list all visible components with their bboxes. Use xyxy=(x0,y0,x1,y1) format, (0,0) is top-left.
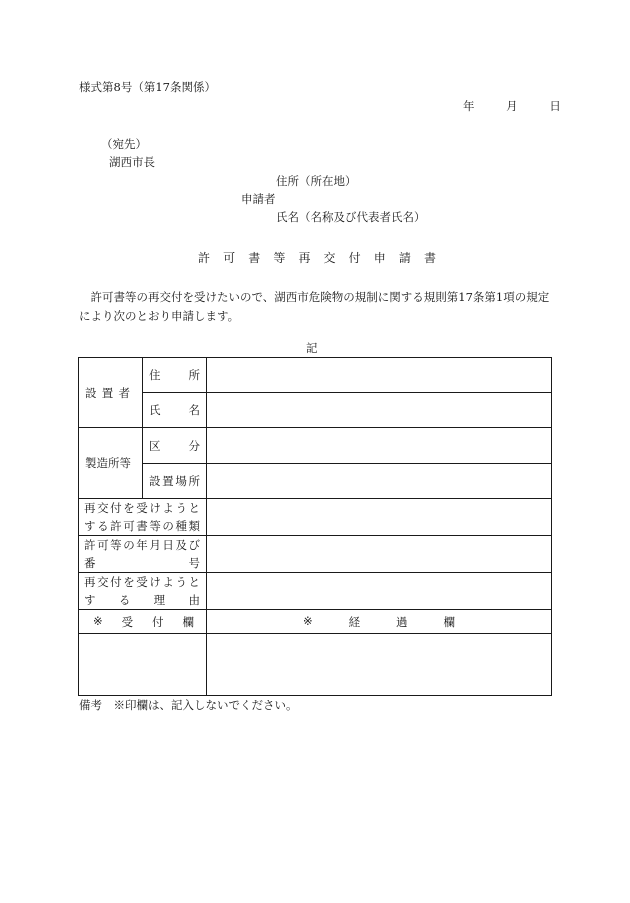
facility-category-label: 区 分 xyxy=(149,438,200,453)
installer-label: 設 置 者 xyxy=(85,385,130,400)
facility-location-label-cell xyxy=(143,464,207,499)
installer-address-label-cell xyxy=(143,358,207,393)
applicant-label: 申請者 xyxy=(241,192,276,206)
reason-input[interactable] xyxy=(207,573,552,610)
ki-heading: 記 xyxy=(306,341,318,355)
reception-header-cell xyxy=(79,610,207,634)
installer-address-input[interactable] xyxy=(207,358,552,393)
application-table xyxy=(78,357,552,696)
title-char: 交 xyxy=(323,251,336,265)
remarks-note: 備考 ※印欄は、記入しないでください。 xyxy=(79,698,298,712)
body-paragraph: 許可書等の再交付を受けたいので、湖西市危険物の規制に関する規則第17条第1項の規定により次のとおり申請します。 xyxy=(79,290,550,323)
facility-label-cell xyxy=(79,428,143,499)
facility-category-input[interactable] xyxy=(207,428,552,464)
facility-location-label: 設 置 場 所 xyxy=(149,474,200,488)
installer-name-input[interactable] xyxy=(207,393,552,428)
title-char: 請 xyxy=(398,251,411,265)
installer-name-label-cell xyxy=(143,393,207,428)
title-char: 再 xyxy=(298,251,311,265)
progress-header: ※ 経 過 欄 xyxy=(303,613,455,629)
reception-area xyxy=(79,634,207,696)
facility-label: 製造所等 xyxy=(85,456,131,470)
installer-address-label: 住 所 xyxy=(149,368,200,382)
reception-header: ※ 受 付 欄 xyxy=(93,613,194,629)
installer-name-label: 氏 名 xyxy=(149,403,200,417)
permit-date-input[interactable] xyxy=(207,536,552,573)
permit-date-label-cell xyxy=(79,536,207,573)
title-char: 書 xyxy=(248,251,261,265)
form-number: 様式第8号（第17条関係） xyxy=(79,80,216,94)
title-char: 等 xyxy=(273,251,286,265)
applicant-name-label: 氏名（名称及び代表者氏名） xyxy=(276,210,426,224)
reissue-type-label: 再 交 付 を 受 け よ う と す る 許 可 書 等 の 種 類 xyxy=(84,501,200,533)
reissue-type-label-cell xyxy=(79,499,207,536)
date-line xyxy=(463,101,561,113)
reason-label: 再 交 付 を 受 け よ う と す る 理 由 xyxy=(84,575,200,607)
date-month: 月 xyxy=(506,99,518,113)
facility-category-label-cell xyxy=(143,428,207,464)
reissue-type-input[interactable] xyxy=(207,499,552,536)
applicant-address-label: 住所（所在地） xyxy=(276,174,357,188)
reason-label-cell xyxy=(79,573,207,610)
title-char: 許 xyxy=(198,251,211,265)
addressee-name: 湖西市長 xyxy=(109,155,155,169)
facility-location-input[interactable] xyxy=(207,464,552,499)
installer-label-cell xyxy=(79,358,143,428)
permit-date-label: 許 可 等 の 年 月 日 及 び 番 号 xyxy=(84,538,200,570)
title-char: 可 xyxy=(223,251,236,265)
progress-header-cell xyxy=(207,610,552,634)
date-year: 年 xyxy=(463,99,475,113)
title-char: 付 xyxy=(348,251,361,265)
progress-area xyxy=(207,634,552,696)
document-title xyxy=(198,249,436,266)
title-char: 書 xyxy=(423,251,436,265)
date-day: 日 xyxy=(549,99,561,113)
addressee-label: （宛先） xyxy=(101,137,147,151)
title-char: 申 xyxy=(373,251,386,265)
